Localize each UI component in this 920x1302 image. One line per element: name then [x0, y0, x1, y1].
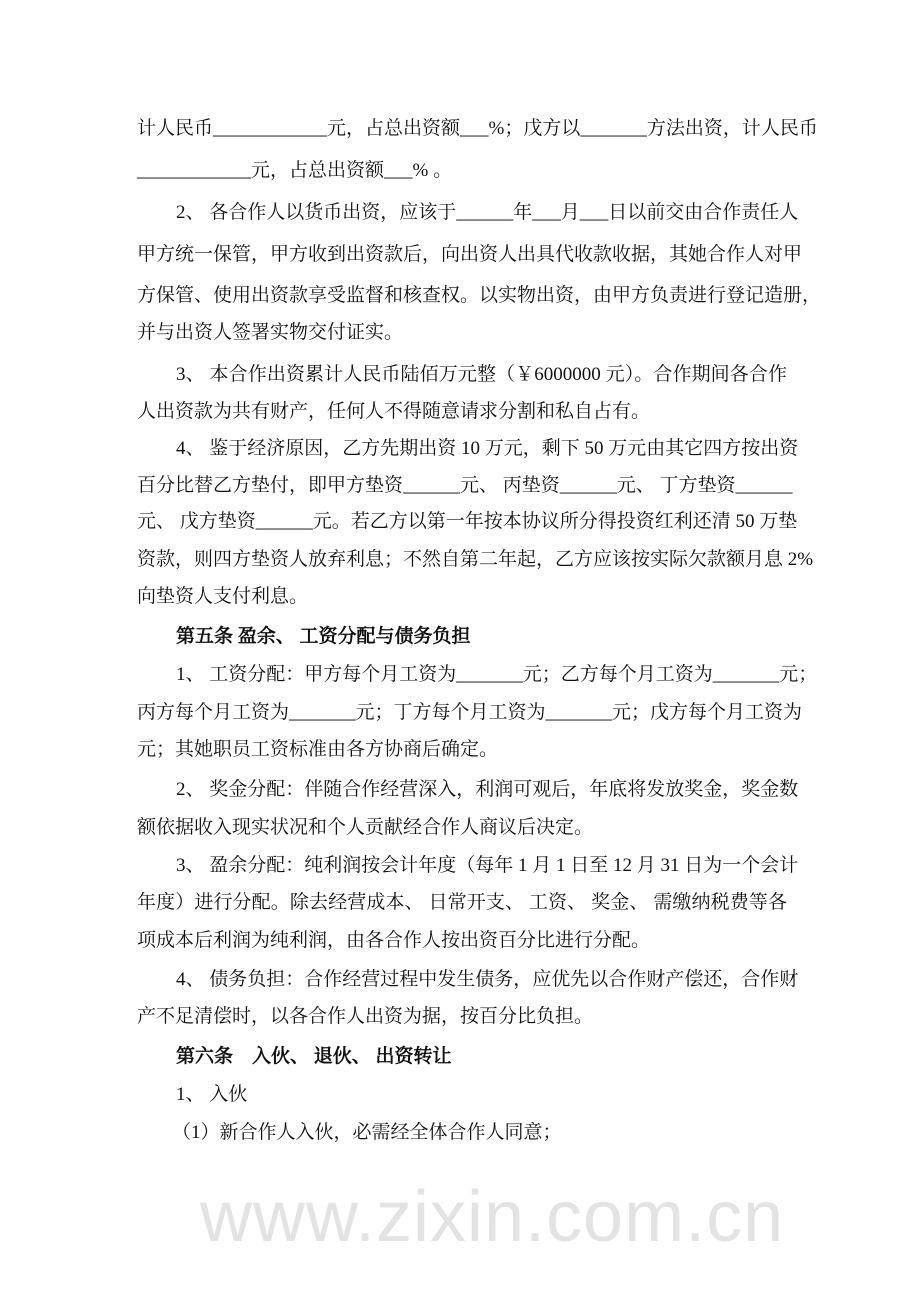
text-line: 人出资款为共有财产，任何人不得随意请求分割和私自占有。	[137, 401, 651, 422]
text-line: 3、 本合作出资累计人民币陆佰万元整（￥6000000 元）。合作期间各合作	[176, 364, 787, 385]
text-line: 元、 戊方垫资______元。若乙方以第一年按本协议所分得投资红利还清 50 万垫	[137, 511, 798, 532]
text-line: ____________元，占总出资额___% 。	[137, 160, 453, 181]
watermark: www.zixin.com.cn	[200, 1177, 785, 1257]
text-line: 4、 鉴于经济原因，乙方先期出资 10 万元，剩下 50 万元由其它四方按出资	[176, 438, 799, 459]
text-line: 元；其她职员工资标准由各方协商后确定。	[137, 739, 499, 760]
text-line: 1、 入伙	[176, 1084, 248, 1105]
text-line: 项成本后利润为纯利润，由各合作人按出资百分比进行分配。	[137, 930, 651, 951]
text-line: 丙方每个月工资为_______元；丁方每个月工资为_______元；戊方每个月工资为	[137, 702, 803, 723]
text-line: 额依据收入现实状况和个人贡献经合作人商议后决定。	[137, 817, 594, 838]
text-line: 年度）进行分配。除去经营成本、 日常开支、 工资、 奖金、 需缴纳税费等各	[137, 892, 787, 913]
text-line: 3、 盈余分配：纯利润按会计年度（每年 1 月 1 日至 12 月 31 日为一个会计	[176, 855, 799, 876]
section-heading: 第六条 入伙、 退伙、 出资转让	[176, 1046, 452, 1067]
text-line: 方保管、使用出资款享受监督和核查权。以实物出资，由甲方负责进行登记造册，	[137, 285, 822, 306]
section-heading: 第五条 盈余、 工资分配与债务负担	[176, 626, 471, 647]
text-line: 产不足清偿时，以各合作人出资为据，按百分比负担。	[137, 1006, 594, 1027]
text-line: 百分比替乙方垫付，即甲方垫资______元、 丙垫资______元、 丁方垫资______	[137, 475, 793, 496]
text-line: 并与出资人签署实物交付证实。	[137, 322, 404, 343]
text-line: 甲方统一保管，甲方收到出资款后，向出资人出具代收款收据，其她合作人对甲	[137, 244, 803, 265]
text-line: （1）新合作人入伙，必需经全体合作人同意；	[172, 1122, 562, 1143]
text-line: 2、 各合作人以货币出资，应该于______年___月___日以前交由合作责任人	[176, 202, 799, 223]
text-line: 资款，则四方垫资人放弃利息；不然自第二年起，乙方应该按实际欠款额月息 2%	[137, 549, 814, 570]
text-line: 2、 奖金分配：伴随合作经营深入，利润可观后，年底将发放奖金，奖金数	[176, 779, 799, 800]
text-line: 向垫资人支付利息。	[137, 586, 309, 607]
text-line: 计人民币____________元，占总出资额___%；戊方以_______方法出资，计人民币	[137, 118, 818, 139]
text-line: 4、 债务负担：合作经营过程中发生债务，应优先以合作财产偿还，合作财	[176, 969, 799, 990]
text-line: 1、 工资分配：甲方每个月工资为_______元；乙方每个月工资为_______元；	[176, 664, 818, 685]
